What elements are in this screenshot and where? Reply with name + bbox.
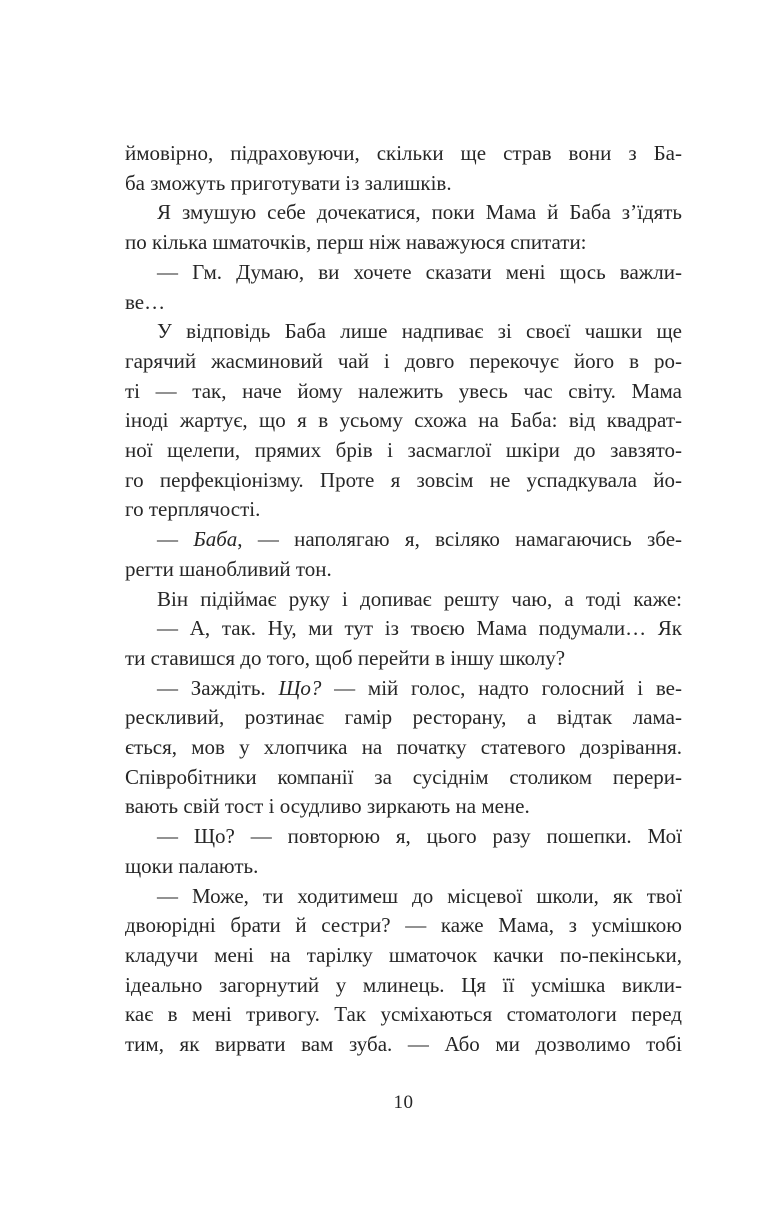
paragraph [125,585,682,615]
text-segment: ти ставишся до того, щоб перейти в іншу школу? [125,645,566,670]
text-line [125,763,682,793]
text-segment: ба зможуть приготувати із залишків. [125,170,452,195]
text-line [125,436,682,466]
text-segment: ймовірно, підраховуючи, скільки ще страв вони з Ба- [125,141,682,165]
text-segment: Він підіймає руку і допиває решту чаю, а тоді каже: [157,586,682,611]
text-line [125,495,682,525]
text-segment: го терплячості. [125,497,261,522]
paragraph [125,822,682,881]
paragraph [125,317,682,525]
text-segment: Я змушую себе дочекатися, поки Мама й Баба з’їдять [157,200,682,225]
text-segment: У відповідь Баба лише надпиває зі своєї чашки ще [157,319,682,344]
text-segment: регти шанобливий тон. [125,556,332,581]
text-segment: кладучи мені на тарілку шматочок качки по-пекінськи, [125,942,682,967]
text-segment: — Гм. Думаю, ви хочете сказати мені щось важли- [157,259,682,284]
text-segment: — Може, ти ходитимеш до місцевої школи, як твої [157,883,682,908]
text-line [125,792,682,822]
text-segment: Співробітники компанії за сусіднім столиком перери- [125,764,682,789]
text-line [125,377,682,407]
text-segment: іноді жартує, що я в усьому схожа на Баба: від квадрат- [125,408,682,433]
text-line [125,347,682,377]
text-line [125,258,682,288]
text-segment: — А, так. Ну, ми тут із твоєю Мама подумали… Як [157,616,682,641]
text-segment: по кілька шматочків, перш ніж наважуюся спитати: [125,230,587,255]
text-line [125,525,682,555]
text-segment: двоюрідні брати й сестри? — каже Мама, з усмішкою [125,913,682,938]
text-segment: ті — так, наче йому належить увесь час світу. Мама [125,378,682,403]
text-line [125,882,682,912]
text-segment: — Що? — повторюю я, цього разу пошепки. Мої [157,824,682,849]
italic-text: Баба [193,527,238,552]
text-segment: — [157,527,194,552]
text-line [125,288,682,318]
text-segment: рескливий, розтинає гамір ресторану, а відтак лама- [125,705,682,730]
text-line [125,406,682,436]
text-line [125,555,682,585]
paragraph [125,258,682,317]
text-segment: кає в мені тривогу. Так усміхаються стоматологи перед [125,1002,682,1027]
text-line [125,822,682,852]
text-segment: — Заждіть. [157,675,279,700]
text-line [125,585,682,615]
text-segment: тим, як вирвати вам зуба. — Або ми дозволимо тобі [125,1032,682,1057]
text-line [125,733,682,763]
text-segment: — мій голос, надто голосний і ве- [321,675,682,700]
text-line [125,971,682,1001]
paragraph [125,198,682,257]
text-line [125,674,682,704]
text-segment: щоки палають. [125,853,259,878]
text-line [125,228,682,258]
text-line [125,466,682,496]
text-segment: ється, мов у хлопчика на початку статевого дозрівання. [125,735,682,760]
paragraph [125,614,682,673]
italic-text: Що? [278,675,322,700]
text-segment: ідеально загорнутий у млинець. Ця її усмішка викли- [125,972,682,997]
text-line [125,1030,682,1060]
paragraph [125,674,682,823]
text-line [125,198,682,228]
text-segment: , — наполягаю я, всіляко намагаючись збе- [237,527,683,552]
text-line [125,644,682,674]
paragraph [125,525,682,584]
text-line [125,941,682,971]
text-segment: ве… [125,289,166,314]
text-segment: ної щелепи, прямих брів і засмаглої шкіри до завзято- [125,438,682,463]
text-line [125,852,682,882]
text-segment: гарячий жасминовий чай і довго перекочує його в ро- [125,348,682,373]
paragraph [125,882,682,1060]
text-segment: вають свій тост і осудливо зиркають на мене. [125,794,530,819]
text-line [125,169,682,199]
text-line [125,911,682,941]
text-line [125,317,682,347]
text-line [125,139,682,169]
text-line [125,614,682,644]
text-segment: го перфекціонізму. Проте я зовсім не успадкувала йо- [125,467,682,492]
paragraph [125,139,682,198]
text-line [125,703,682,733]
text-line [125,1000,682,1030]
page-text [125,139,682,1060]
page-number: 10 [393,1092,414,1113]
